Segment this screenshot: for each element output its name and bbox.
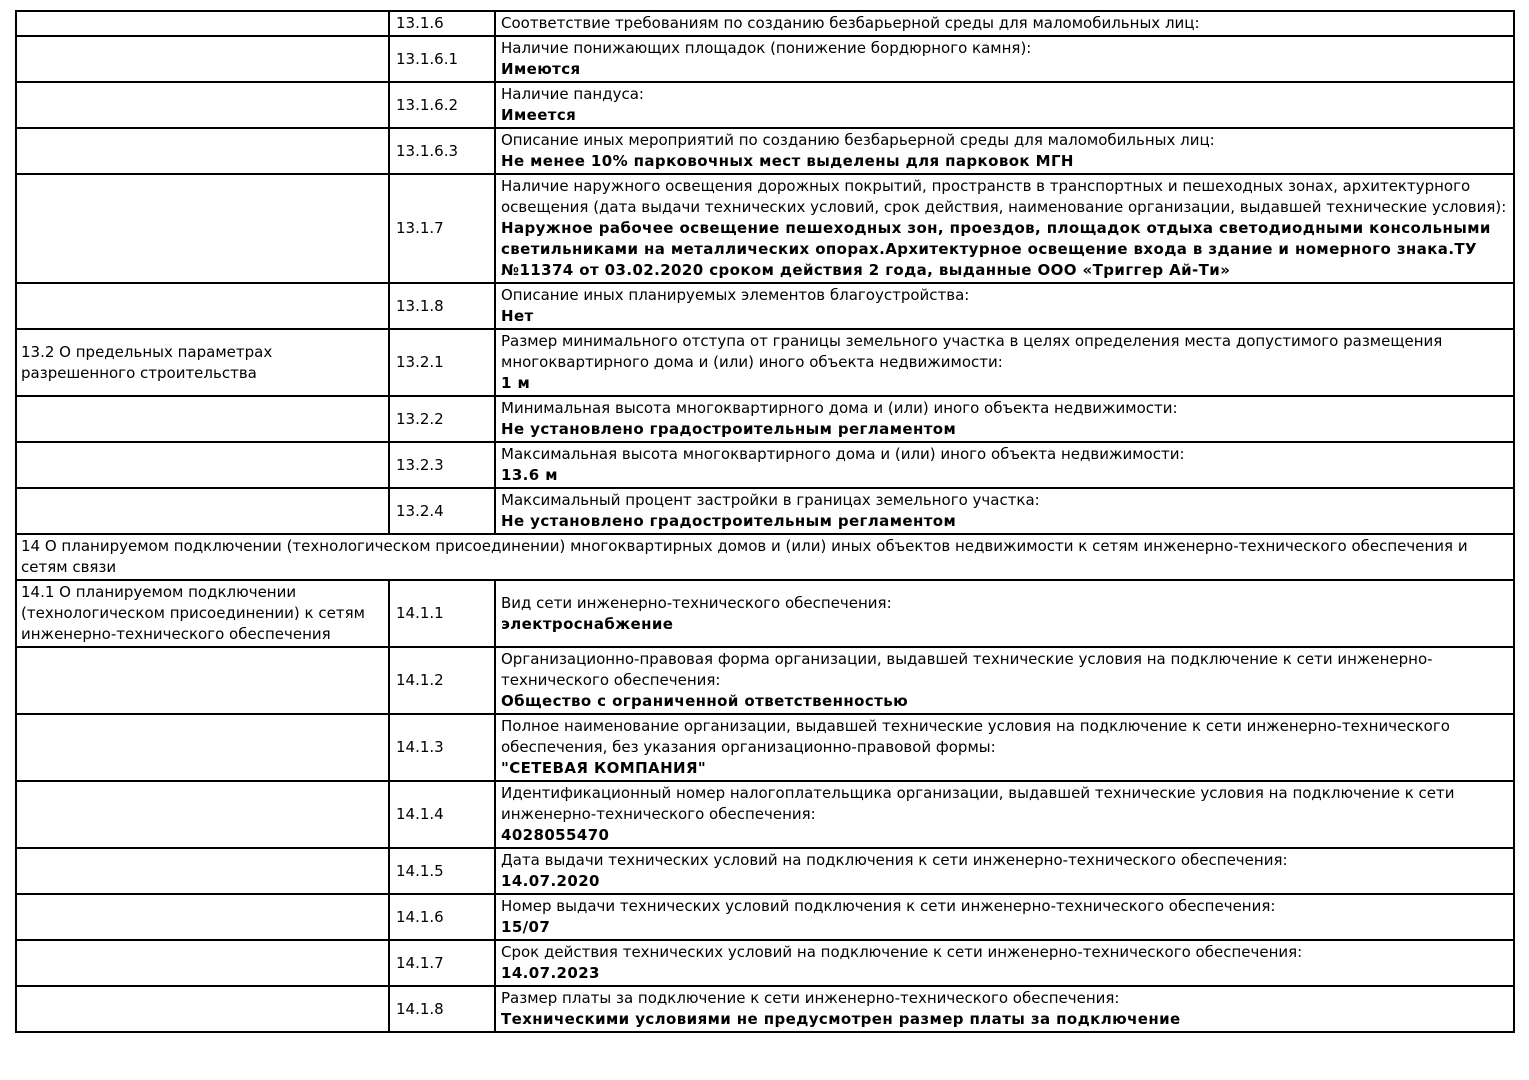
item-content-cell [495, 714, 1514, 781]
item-content-cell [495, 11, 1514, 36]
section-description-cell [16, 647, 389, 714]
item-content-cell [495, 488, 1514, 534]
item-number-cell: 13.2.3 [389, 442, 495, 488]
section-description-cell [16, 940, 389, 986]
item-number-cell: 14.1.1 [389, 580, 495, 647]
field-label: Наличие наружного освещения дорожных покрытий, пространств в транспортных и пешеходных зонах, архитектурного освещения (дата выдачи технических условий, срок действия, наименование организации, выдавшей технические условия): [501, 177, 1507, 216]
field-label: Полное наименование организации, выдавшей технические условия на подключение к сети инженерно-технического обеспечения, без указания организационно-правовой формы: [501, 717, 1450, 756]
field-value: Техническими условиями не предусмотрен размер платы за подключение [501, 1010, 1181, 1028]
field-value: Нет [501, 307, 534, 325]
section-header-text: 14 О планируемом подключении (технологическом присоединении) многоквартирных домов и (или) иных объектов недвижимости к сетям инженерно-технического обеспечения и сетям связи [16, 534, 1514, 580]
table-row [16, 894, 1514, 940]
table-row [16, 329, 1514, 396]
section-description-cell [16, 396, 389, 442]
item-content-cell [495, 396, 1514, 442]
table-row [16, 940, 1514, 986]
field-label: Дата выдачи технических условий на подключения к сети инженерно-технического обеспечения: [501, 851, 1288, 869]
field-label: Соответствие требованиям по созданию безбарьерной среды для маломобильных лиц: [501, 14, 1200, 32]
item-number-cell: 13.1.8 [389, 283, 495, 329]
field-label: Минимальная высота многоквартирного дома и (или) иного объекта недвижимости: [501, 399, 1178, 417]
section-description-cell [16, 488, 389, 534]
field-label: Размер платы за подключение к сети инженерно-технического обеспечения: [501, 989, 1120, 1007]
table-row [16, 442, 1514, 488]
item-content-cell [495, 580, 1514, 647]
field-value: "СЕТЕВАЯ КОМПАНИЯ" [501, 759, 707, 777]
item-number-cell: 14.1.5 [389, 848, 495, 894]
field-label: Наличие понижающих площадок (понижение бордюрного камня): [501, 39, 1032, 57]
field-value: Наружное рабочее освещение пешеходных зон, проездов, площадок отдыха светодиодными консольными светильниками на металлических опорах.Архитектурное освещение входа в здание и номерного знака.ТУ №11374 от 03.02.2020 сроком действия 2 года, выданные ООО «Триггер Ай-Ти» [501, 219, 1491, 279]
field-value: 14.07.2020 [501, 872, 600, 890]
item-number-cell: 13.2.2 [389, 396, 495, 442]
item-number-cell: 13.1.6.2 [389, 82, 495, 128]
section-description-cell [16, 36, 389, 82]
field-label: Описание иных мероприятий по созданию безбарьерной среды для маломобильных лиц: [501, 131, 1215, 149]
field-value: Общество с ограниченной ответственностью [501, 692, 909, 710]
table-row [16, 986, 1514, 1032]
field-value: 4028055470 [501, 826, 610, 844]
field-value: 15/07 [501, 918, 551, 936]
declaration-table [15, 10, 1515, 1033]
item-number-cell: 14.1.8 [389, 986, 495, 1032]
field-value: электроснабжение [501, 614, 674, 633]
table-row [16, 580, 1514, 647]
table-row [16, 11, 1514, 36]
field-label: Номер выдачи технических условий подключения к сети инженерно-технического обеспечения: [501, 897, 1276, 915]
field-label: Описание иных планируемых элементов благоустройства: [501, 286, 970, 304]
section-description-cell [16, 174, 389, 283]
item-content-cell [495, 848, 1514, 894]
item-content-cell [495, 128, 1514, 174]
item-content-cell [495, 283, 1514, 329]
section-description-cell [16, 848, 389, 894]
table-row [16, 488, 1514, 534]
field-label: Максимальный процент застройки в границах земельного участка: [501, 491, 1040, 509]
field-value: Не менее 10% парковочных мест выделены для парковок МГН [501, 152, 1074, 170]
item-number-cell: 14.1.6 [389, 894, 495, 940]
table-row [16, 174, 1514, 283]
field-label: Идентификационный номер налогоплательщика организации, выдавшей технические условия на подключение к сети инженерно-технического обеспечения: [501, 784, 1455, 823]
section-header-row [16, 534, 1514, 580]
field-value: 14.07.2023 [501, 964, 600, 982]
section-description-cell [16, 82, 389, 128]
item-content-cell [495, 174, 1514, 283]
item-number-cell: 14.1.3 [389, 714, 495, 781]
table-row [16, 781, 1514, 848]
item-content-cell [495, 647, 1514, 714]
table-row [16, 848, 1514, 894]
item-content-cell [495, 82, 1514, 128]
field-value: Не установлено градостроительным регламентом [501, 512, 957, 530]
field-label: Срок действия технических условий на подключение к сети инженерно-технического обеспечения: [501, 943, 1303, 961]
item-number-cell: 13.2.4 [389, 488, 495, 534]
section-description-cell [16, 128, 389, 174]
field-label: Наличие пандуса: [501, 85, 644, 103]
table-row [16, 36, 1514, 82]
item-number-cell: 13.1.7 [389, 174, 495, 283]
section-description-cell: 14.1 О планируемом подключении (технологическом присоединении) к сетям инженерно-технического обеспечения [16, 580, 389, 647]
field-label: Вид сети инженерно-технического обеспечения: [501, 593, 892, 612]
table-row [16, 647, 1514, 714]
item-number-cell: 14.1.2 [389, 647, 495, 714]
item-content-cell [495, 329, 1514, 396]
item-number-cell: 13.1.6.1 [389, 36, 495, 82]
item-content-cell [495, 894, 1514, 940]
section-description-cell [16, 714, 389, 781]
item-content-cell [495, 986, 1514, 1032]
section-description-cell: 13.2 О предельных параметрах разрешенного строительства [16, 329, 389, 396]
item-content-cell [495, 36, 1514, 82]
section-description-cell [16, 894, 389, 940]
item-content-cell [495, 940, 1514, 986]
item-number-cell: 13.1.6 [389, 11, 495, 36]
section-description-cell [16, 442, 389, 488]
table-row [16, 128, 1514, 174]
item-content-cell [495, 781, 1514, 848]
field-value: 13.6 м [501, 466, 558, 484]
section-description-cell [16, 986, 389, 1032]
field-value: Имеется [501, 106, 577, 124]
field-label: Максимальная высота многоквартирного дома и (или) иного объекта недвижимости: [501, 445, 1185, 463]
section-description-cell [16, 283, 389, 329]
item-number-cell: 14.1.7 [389, 940, 495, 986]
item-number-cell: 13.1.6.3 [389, 128, 495, 174]
section-description-cell [16, 781, 389, 848]
item-content-cell [495, 442, 1514, 488]
table-row [16, 396, 1514, 442]
section-description-cell [16, 11, 389, 36]
table-row [16, 283, 1514, 329]
declaration-table-body [16, 11, 1514, 1032]
field-label: Организационно-правовая форма организации, выдавшей технические условия на подключение к сети инженерно-технического обеспечения: [501, 650, 1433, 689]
item-number-cell: 13.2.1 [389, 329, 495, 396]
table-row [16, 714, 1514, 781]
item-number-cell: 14.1.4 [389, 781, 495, 848]
field-value: 1 м [501, 374, 531, 392]
field-label: Размер минимального отступа от границы земельного участка в целях определения места допустимого размещения многоквартирного дома и (или) иного объекта недвижимости: [501, 332, 1443, 371]
table-row [16, 82, 1514, 128]
field-value: Не установлено градостроительным регламентом [501, 420, 957, 438]
field-value: Имеются [501, 60, 581, 78]
